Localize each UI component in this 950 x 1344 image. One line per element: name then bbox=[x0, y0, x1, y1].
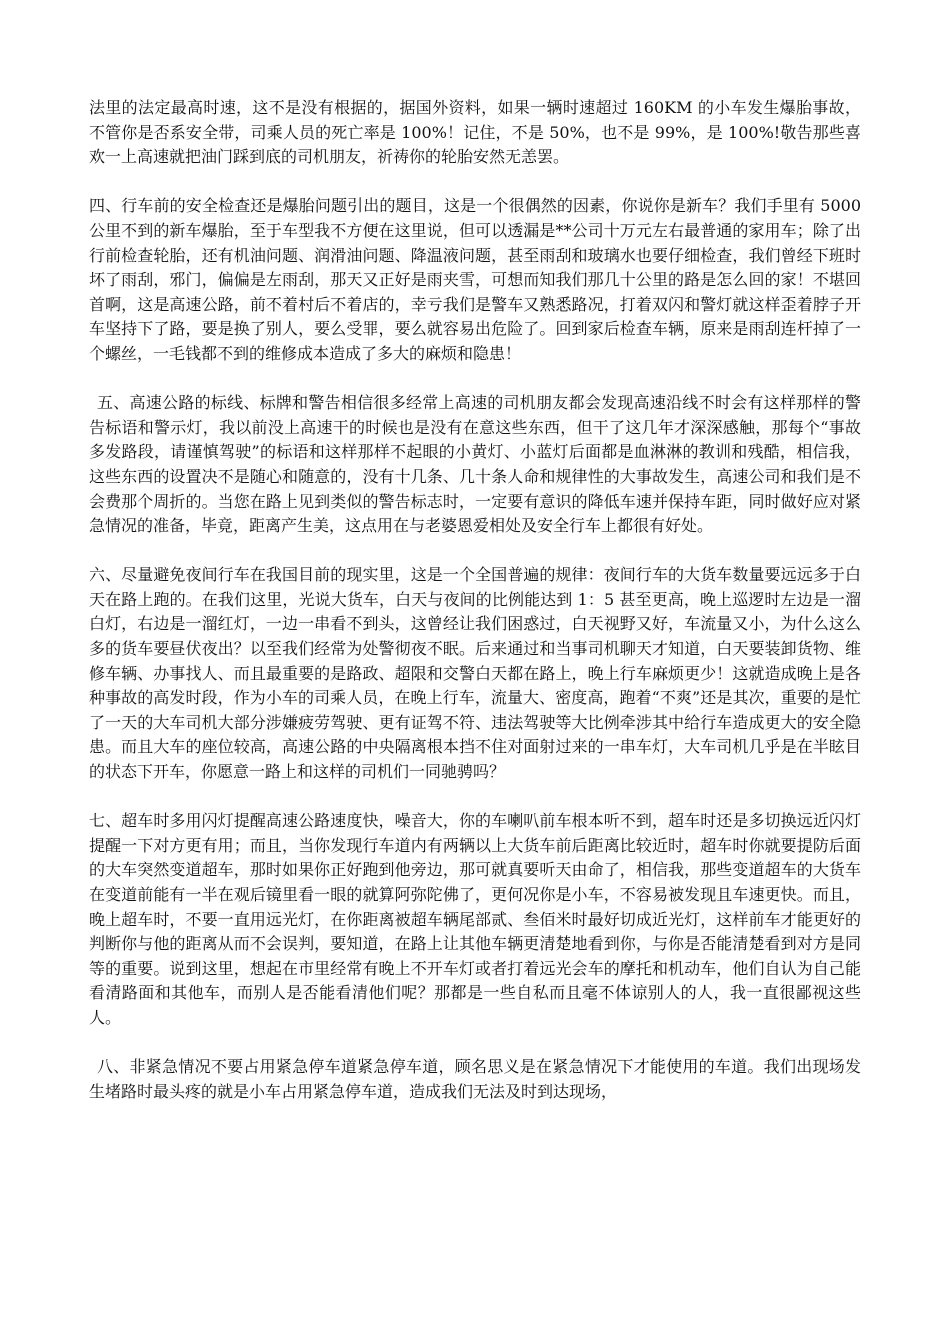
paragraph-section-7-overtaking: 七、超车时多用闪灯提醒高速公路速度快，噪音大，你的车喇叭前车根本听不到，超车时还是多切换远近闪灯提醒一下对方更有用；而且，当你发现行车道内有两辆以上大货车前后距离比较近时，超车时你就要提防后面的大车突然变道超车，那时如果你正好跑到他旁边，那可就真要听天由命了，相信我，那些变道超车的大货车在变道前能有一半在观后镜里看一眼的就算阿弥陀佛了，更何况你是小车，不容易被发现且车速更快。而且，晚上超车时，不要一直用远光灯，在你距离被超车辆尾部贰、叁佰米时最好切成近光灯，这样前车才能更好的判断你与他的距离从而不会误判，要知道，在路上让其他车辆更清楚地看到你，与你是否能清楚看到对方是同等的重要。说到这里，想起在市里经常有晚上不开车灯或者打着远光会车的摩托和机动车，他们自认为自己能看清路面和其他车，而别人是否能看清他们呢？那都是一些自私而且毫不体谅别人的人，我一直很鄙视这些人。 bbox=[89, 811, 861, 1027]
paragraph-section-6-night-driving: 六、尽量避免夜间行车在我国目前的现实里，这是一个全国普遍的规律：夜间行车的大货车数量要远远多于白天在路上跑的。在我们这里，光说大货车，白天与夜间的比例能达到 1：5 甚至更高，晚上巡逻时左边是一溜白灯，右边是一溜红灯，一边一串看不到头，这曾经让我们困惑过，白天视野又好，车流量又小，为什么这么多的货车要昼伏夜出？以至我们经常为处警彻夜不眠。后来通过和当事司机聊天才知道，白天要装卸货物、维修车辆、办事找人、而且最重要的是路政、超限和交警白天都在路上，晚上行车麻烦更少！这就造成晚上是各种事故的高发时段，作为小车的司乘人员，在晚上行车，流量大、密度高，跑着“不爽”还是其次，重要的是忙了一天的大车司机大部分涉嫌疲劳驾驶、更有证驾不符、违法驾驶等大比例牵涉其中给行车造成更大的安全隐患。而且大车的座位较高，高速公路的中央隔离根本挡不住对面射过来的一串车灯，大车司机几乎是在半眩目的状态下开车，你愿意一路上和这样的司机们一同驰骋吗？ bbox=[89, 565, 861, 782]
document-page bbox=[89, 96, 861, 1129]
paragraph-section-5-road-markings: 五、高速公路的标线、标牌和警告相信很多经常上高速的司机朋友都会发现高速沿线不时会有这样那样的警告标语和警示灯，我以前没上高速干的时候也是没有在意这些东西，但干了这几年才深深感触，那每个“事故多发路段，请谨慎驾驶”的标语和这样那样不起眼的小黄灯、小蓝灯后面都是血淋淋的教训和残酷，相信我，这些东西的设置决不是随心和随意的，没有十几条、几十条人命和规律性的大事故发生，高速公司和我们是不会费那个周折的。当您在路上见到类似的警告标志时，一定要有意识的降低车速并保持车距，同时做好应对紧急情况的准备，毕竟，距离产生美，这点用在与老婆恩爱相处及安全行车上都很有好处。 bbox=[89, 393, 861, 536]
paragraph-section-8-emergency-lane: 八、非紧急情况不要占用紧急停车道紧急停车道，顾名思义是在紧急情况下才能使用的车道。我们出现场发生堵路时最头疼的就是小车占用紧急停车道，造成我们无法及时到达现场， bbox=[89, 1057, 861, 1101]
paragraph-speed-limit-continued: 法里的法定最高时速，这不是没有根据的，据国外资料，如果一辆时速超过 160KM 的小车发生爆胎事故，不管你是否系安全带，司乘人员的死亡率是 100%！记住，不是 50%，也不是 99%，是 100%!敬告那些喜欢一上高速就把油门踩到底的司机朋友，祈祷你的轮胎安然无恙罢。 bbox=[89, 98, 861, 167]
paragraph-section-4-pre-trip-check: 四、行车前的安全检查还是爆胎问题引出的题目，这是一个很偶然的因素，你说你是新车？我们手里有 5000 公里不到的新车爆胎，至于车型我不方便在这里说，但可以透漏是**公司十万元左右最普通的家用车；除了出行前检查轮胎，还有机油问题、润滑油问题、降温液问题，甚至雨刮和玻璃水也要仔细检查，我们曾经下班时坏了雨刮，邪门，偏偏是左雨刮，那天又正好是雨夹雪，可想而知我们那几十公里的路是怎么回的家！不堪回首啊，这是高速公路，前不着村后不着店的，幸亏我们是警车又熟悉路况，打着双闪和警灯就这样歪着脖子开车坚持下了路，要是换了别人，要么受罪，要么就容易出危险了。回到家后检查车辆，原来是雨刮连杆掉了一个螺丝，一毛钱都不到的维修成本造成了多大的麻烦和隐患！ bbox=[89, 196, 861, 363]
